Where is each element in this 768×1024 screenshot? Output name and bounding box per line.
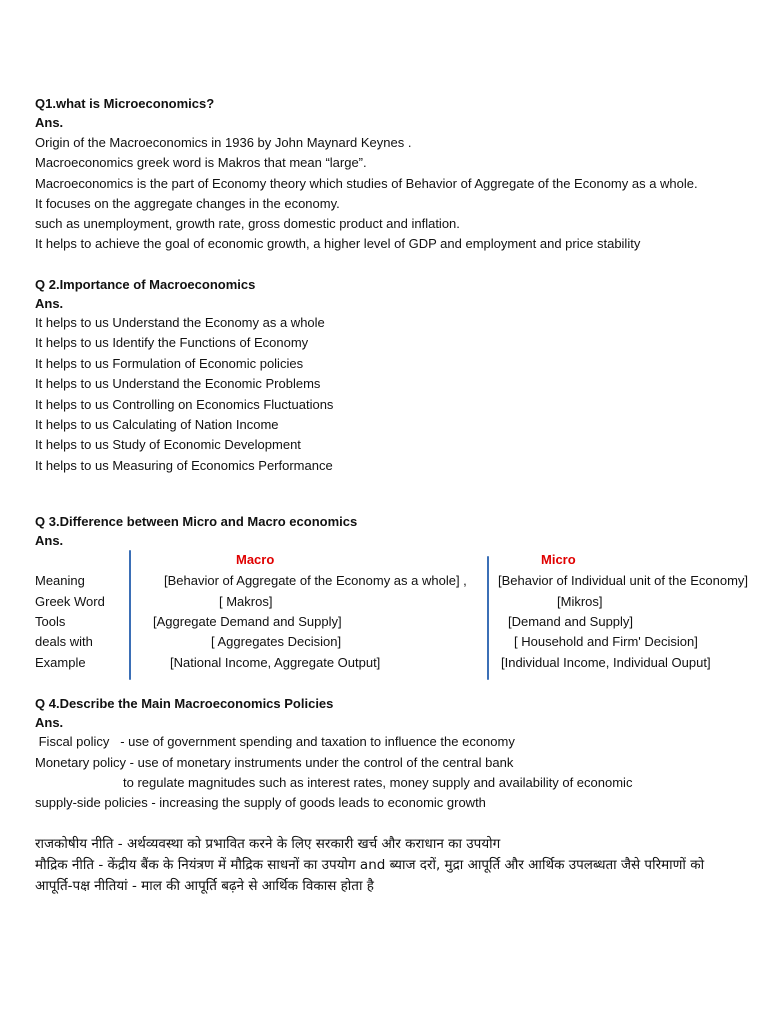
row-label-meaning: Meaning (35, 573, 85, 588)
row-label-deals-with: deals with (35, 634, 93, 649)
hindi-fiscal-policy: राजकोषीय नीति - अर्थव्यवस्था को प्रभावित करने के लिए सरकारी खर्च और कराधान का उपयोग (35, 836, 501, 852)
row-micro-tools: [Demand and Supply] (508, 614, 634, 629)
hindi-supply-side-policy: आपूर्ति-पक्ष नीतियां - माल की आपूर्ति बढ़ने से आर्थिक विकास होता है (35, 878, 374, 894)
row-macro-greek-word: [ Makros] (219, 594, 273, 609)
q1-line-5: such as unemployment, growth rate, gross domestic product and inflation. (35, 216, 460, 231)
q1-line-3: Macroeconomics is the part of Economy theory which studies of Behavior of Aggregate of the Economy as a whole. (35, 176, 698, 191)
q2-line-3: It helps to us Formulation of Economic policies (35, 356, 304, 371)
row-macro-tools: [Aggregate Demand and Supply] (153, 614, 342, 629)
row-micro-example: [Individual Income, Individual Ouput] (501, 655, 711, 670)
q2-line-8: It helps to us Measuring of Economics Performance (35, 458, 333, 473)
micro-header: Micro (541, 552, 576, 567)
q4-monetary-policy: Monetary policy - use of monetary instruments under the control of the central bank (35, 755, 514, 770)
q2-line-1: It helps to us Understand the Economy as a whole (35, 315, 325, 330)
q2-line-7: It helps to us Study of Economic Development (35, 437, 301, 452)
q2-ans-label: Ans. (35, 296, 64, 311)
row-micro-deals-with: [ Household and Firm' Decision] (514, 634, 698, 649)
q4-fiscal-policy: Fiscal policy - use of government spending and taxation to influence the economy (35, 734, 515, 749)
q1-line-2: Macroeconomics greek word is Makros that mean “large”. (35, 155, 367, 170)
row-label-tools: Tools (35, 614, 66, 629)
q2-line-2: It helps to us Identify the Functions of Economy (35, 335, 309, 350)
q2-line-6: It helps to us Calculating of Nation Income (35, 417, 279, 432)
row-label-greek-word: Greek Word (35, 594, 105, 609)
row-micro-meaning: [Behavior of Individual unit of the Economy] (498, 573, 749, 588)
row-macro-meaning: [Behavior of Aggregate of the Economy as a whole] , (164, 573, 467, 588)
row-macro-deals-with: [ Aggregates Decision] (211, 634, 342, 649)
row-micro-greek-word: [Mikros] (557, 594, 603, 609)
q2-line-4: It helps to us Understand the Economic Problems (35, 376, 321, 391)
row-label-example: Example (35, 655, 86, 670)
hindi-monetary-policy: मौद्रिक नीति - केंद्रीय बैंक के नियंत्रण में मौद्रिक साधनों का उपयोग and ब्याज दरों, मुद्रा आपूर्ति और आर्थिक उपलब्धता जैसे परिमाणों को (35, 857, 705, 873)
q3-ans-label: Ans. (35, 533, 64, 548)
q4-title: Q 4.Describe the Main Macroeconomics Policies (35, 696, 334, 711)
q1-line-1: Origin of the Macroeconomics in 1936 by John Maynard Keynes . (35, 135, 412, 150)
q1-line-4: It focuses on the aggregate changes in the economy. (35, 196, 340, 211)
macro-header: Macro (236, 552, 275, 567)
q1-ans-label: Ans. (35, 115, 64, 130)
row-macro-example: [National Income, Aggregate Output] (170, 655, 381, 670)
q3-title: Q 3.Difference between Micro and Macro economics (35, 514, 358, 529)
q4-monetary-policy-cont: to regulate magnitudes such as interest rates, money supply and availability of economic (123, 775, 633, 790)
q1-line-6: It helps to achieve the goal of economic growth, a higher level of GDP and employment and price stability (35, 236, 641, 251)
q1-title: Q1.what is Microeconomics? (35, 96, 215, 111)
q2-line-5: It helps to us Controlling on Economics Fluctuations (35, 397, 334, 412)
q4-ans-label: Ans. (35, 715, 64, 730)
table-divider-left (129, 550, 131, 680)
q2-title: Q 2.Importance of Macroeconomics (35, 277, 256, 292)
q4-supply-side-policy: supply-side policies - increasing the supply of goods leads to economic growth (35, 795, 486, 810)
table-divider-right (487, 556, 489, 680)
